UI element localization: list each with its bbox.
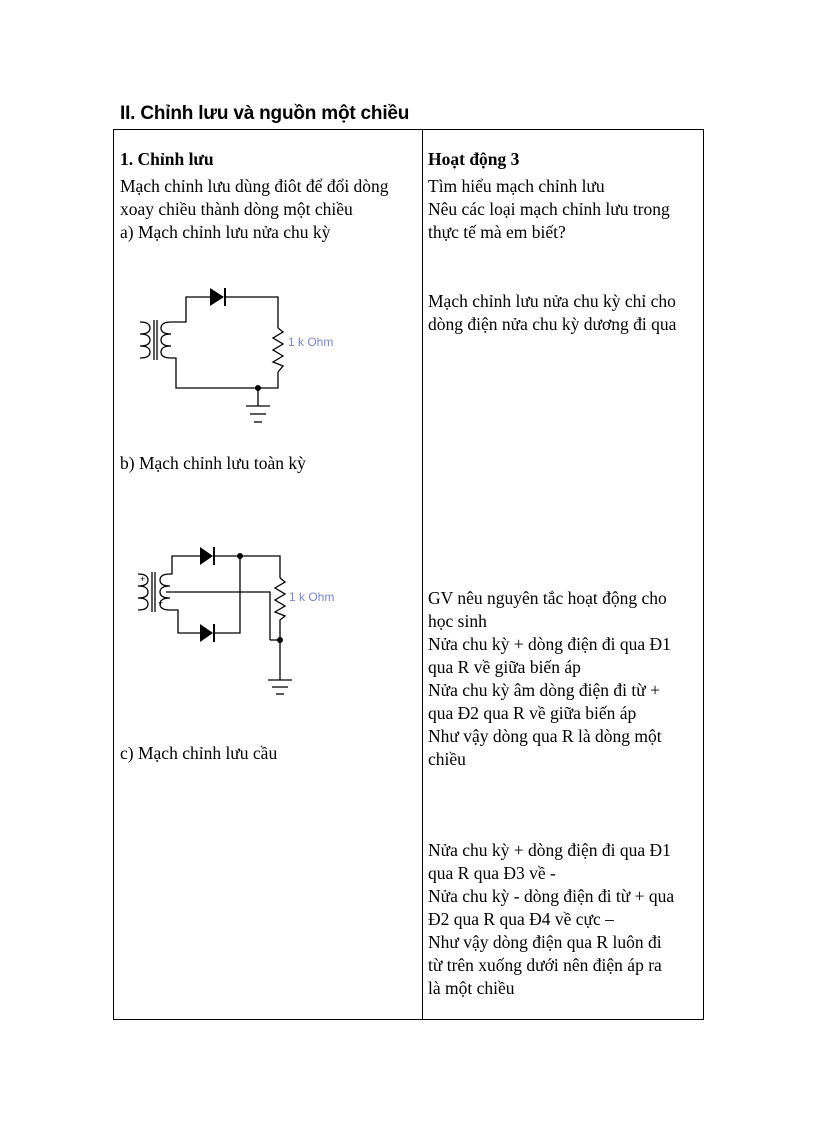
right-p3-line2: học sinh <box>428 611 487 631</box>
right-p1-line3: thực tế mà em biết? <box>428 222 566 242</box>
right-p3-line6: qua Đ2 qua R về giữa biến áp <box>428 703 637 723</box>
right-p3-line4: qua R về giữa biến áp <box>428 657 581 677</box>
right-p4-line4: Đ2 qua R qua Đ4 về cực – <box>428 909 614 929</box>
right-p2-line2: dòng điện nửa chu kỳ dương đi qua <box>428 314 677 334</box>
left-intro-line1: Mạch chỉnh lưu dùng điôt để đổi dòng <box>120 176 389 196</box>
subheading-half-wave: a) Mạch chỉnh lưu nửa chu kỳ <box>120 222 331 242</box>
right-p4-line3: Nửa chu kỳ - dòng điện đi từ + qua <box>428 886 675 906</box>
section-title: II. Chỉnh lưu và nguồn một chiều <box>120 103 410 124</box>
subheading-bridge: c) Mạch chỉnh lưu cầu <box>120 743 278 763</box>
left-heading: 1. Chỉnh lưu <box>120 149 214 169</box>
resistor-label-full-wave: 1 k Ohm <box>289 590 335 604</box>
right-p3-line5: Nửa chu kỳ âm dòng điện đi từ + <box>428 680 660 700</box>
right-p3-line3: Nửa chu kỳ + dòng điện đi qua Đ1 <box>428 634 671 654</box>
right-p3-line1: GV nêu nguyên tắc hoạt động cho <box>428 588 667 608</box>
right-p4-line2: qua R qua Đ3 về - <box>428 863 556 883</box>
full-wave-circuit-diagram <box>130 540 360 700</box>
right-p1-line1: Tìm hiểu mạch chỉnh lưu <box>428 176 605 196</box>
right-p4-line5: Như vậy dòng điện qua R luôn đi <box>428 932 662 952</box>
plus-marker-icon: + <box>140 574 146 584</box>
right-p3-line8: chiều <box>428 749 466 769</box>
half-wave-circuit-diagram <box>130 280 360 430</box>
right-p4-line1: Nửa chu kỳ + dòng điện đi qua Đ1 <box>428 840 671 860</box>
resistor-label-half-wave: 1 k Ohm <box>288 335 334 349</box>
right-p4-line6: từ trên xuống dưới nên điện áp ra <box>428 955 662 975</box>
plus-marker-icon: + <box>158 598 164 608</box>
left-intro-line2: xoay chiều thành dòng một chiều <box>120 199 353 219</box>
right-p2-line1: Mạch chỉnh lưu nửa chu kỳ chỉ cho <box>428 291 676 311</box>
column-divider <box>422 130 423 1019</box>
right-p4-line7: là một chiều <box>428 978 515 998</box>
right-heading: Hoạt động 3 <box>428 149 520 169</box>
right-p1-line2: Nêu các loại mạch chỉnh lưu trong <box>428 199 670 219</box>
right-p3-line7: Như vậy dòng qua R là dòng một <box>428 726 662 746</box>
subheading-full-wave: b) Mạch chỉnh lưu toàn kỳ <box>120 453 306 473</box>
